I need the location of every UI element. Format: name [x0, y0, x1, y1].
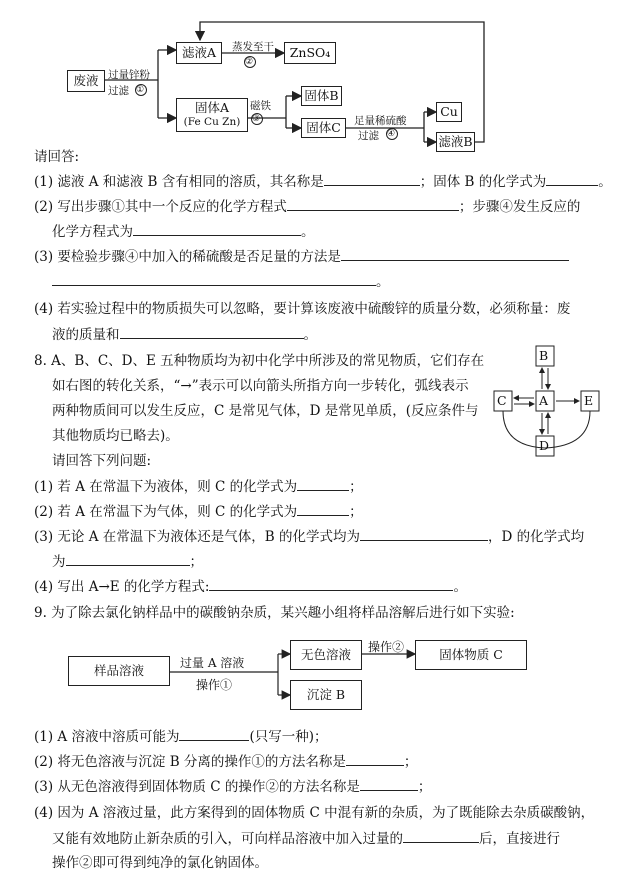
q9-part4: (4) 因为 A 溶液过量，此方案得到的固体物质 C 中混有新的杂质，为了既能除去杂质碳酸钠，	[34, 805, 595, 821]
q9-sample-solution-box	[68, 656, 170, 686]
q7-part2-text-b: ；步骤④发生反应的	[458, 199, 581, 215]
step3-operation-label: 磁铁	[250, 100, 271, 112]
filtrate-a-box	[176, 42, 222, 64]
q8-ask: 请回答下列问题:	[52, 453, 152, 469]
q7-part1-end: 。	[598, 174, 612, 190]
q8-answer-blank-1[interactable]	[297, 477, 349, 491]
q7-answer-blank-6[interactable]	[52, 272, 376, 286]
solid-c-label: 固体C	[306, 120, 341, 135]
q7-intro: 请回答:	[34, 149, 80, 165]
q8-part1-end: ；	[349, 479, 363, 495]
q7-part1-text-b: ；固体 B 的化学式为	[419, 174, 547, 190]
q8-part3-line2	[52, 552, 203, 571]
q8-part3-text-c: 为	[52, 554, 66, 570]
q8-answer-blank-5[interactable]	[209, 577, 453, 591]
q9-part4-text-b: 又能有效地防止新杂质的引入，可向样品溶液中加入过量的	[52, 831, 403, 847]
q8-node-b: B	[539, 348, 549, 363]
q8-node-e: E	[584, 393, 594, 408]
filtrate-b-label: 滤液B	[438, 134, 473, 149]
q9-part3	[34, 777, 431, 796]
q9-op1-label: 操作①	[196, 678, 233, 692]
q7-answer-blank-2[interactable]	[546, 172, 598, 186]
q9-sample-solution-label: 样品溶液	[93, 663, 144, 678]
q8-part3-text-b: ，D 的化学式均	[487, 529, 585, 545]
q7-part3-line2	[52, 272, 390, 291]
q7-answer-blank-7[interactable]	[120, 325, 304, 339]
q8-stem-line2: 如右图的转化关系，“→”表示可以向箭头所指方向一步转化，弧线表示	[52, 378, 469, 394]
q9-answer-blank-3[interactable]	[360, 777, 418, 791]
q7-part2-text-c: 化学方程式为	[52, 224, 133, 240]
q9-part1-end: (只写一种)；	[249, 729, 328, 745]
q9-part2	[34, 752, 417, 771]
q9-answer-blank-1[interactable]	[179, 727, 249, 741]
q9-answer-blank-2[interactable]	[346, 752, 404, 766]
q8-part3-end: ；	[189, 554, 203, 570]
step4-operation-label: 过滤	[358, 130, 379, 142]
step4-reagent-label: 足量稀硫酸	[354, 115, 407, 127]
q9-colorless-solution-box	[290, 640, 362, 670]
q7-answer-blank-1[interactable]	[324, 172, 420, 186]
step1-reagent-label: 过量锌粉	[108, 69, 150, 81]
znso4-label: ZnSO₄	[289, 45, 331, 60]
waste-liquid-box	[67, 70, 105, 92]
q9-part2-end: ；	[403, 754, 418, 770]
q9-part1-text: (1) A 溶液中溶质可能为	[34, 729, 180, 745]
q9-part4-line3: 操作②即可得到纯净的氯化钠固体。	[52, 855, 268, 871]
q7-part3-text: (3) 要检验步骤④中加入的稀硫酸是否足量的方法是	[34, 249, 341, 265]
q8-part1-text: (1) 若 A 在常温下为液体，则 C 的化学式为	[34, 479, 298, 495]
q9-colorless-solution-label: 无色溶液	[300, 647, 351, 662]
q7-answer-blank-3[interactable]	[287, 197, 459, 211]
q8-node-c: C	[497, 393, 507, 408]
q7-part3	[34, 247, 569, 266]
q9-part3-end: ；	[417, 779, 432, 795]
q8-part4-end: 。	[453, 579, 467, 595]
step4-circle-number: ④	[387, 129, 396, 139]
waste-label: 废液	[73, 73, 99, 88]
solid-a-box	[176, 98, 248, 132]
q8-node-d: D	[539, 438, 550, 453]
solid-c-box	[301, 118, 346, 138]
q9-precipitate-b-box	[290, 680, 362, 710]
q8-part3-text: (3) 无论 A 在常温下为液体还是气体，B 的化学式均为	[34, 529, 360, 545]
q7-part4-text-b: 液的质量和	[52, 327, 120, 343]
q9-stem: 9. 为了除去氯化钠样品中的碳酸钠杂质，某兴趣小组将样品溶解后进行如下实验:	[34, 605, 515, 621]
q9-part1	[34, 727, 328, 746]
q8-part4-text: (4) 写出 A→E 的化学方程式:	[34, 579, 210, 595]
q8-part2-end: ；	[349, 504, 363, 520]
q7-part1-text: (1) 滤液 A 和滤液 B 含有相同的溶质，其名称是	[34, 174, 324, 190]
q7-part1	[34, 172, 612, 191]
q8-stem-line3: 两种物质间可以发生反应，C 是常见气体，D 是常见单质，(反应条件与	[52, 403, 479, 419]
q9-solid-c-label: 固体物质 C	[439, 647, 503, 662]
step3-circle-number: ③	[252, 114, 261, 124]
q7-part4-line2	[52, 325, 317, 344]
q8-answer-blank-4[interactable]	[66, 552, 190, 566]
filtrate-a-label: 滤液A	[181, 45, 217, 60]
q7-part3-end: 。	[376, 274, 390, 290]
znso4-box	[284, 42, 336, 64]
q9-answer-blank-4[interactable]	[403, 829, 479, 843]
filtrate-b-box	[436, 132, 475, 152]
q7-part2-end: 。	[301, 224, 315, 240]
q8-node-a: A	[539, 393, 549, 408]
step1-operation-label: 过滤	[108, 85, 129, 97]
q8-stem-line1: 8. A、B、C、D、E 五种物质均为初中化学中所涉及的常见物质，它们存在	[34, 353, 485, 369]
cu-box	[436, 102, 462, 122]
q7-part2	[34, 197, 580, 216]
solid-b-box	[301, 86, 342, 106]
q8-part2-text: (2) 若 A 在常温下为气体，则 C 的化学式为	[34, 504, 298, 520]
q9-part3-text: (3) 从无色溶液得到固体物质 C 的操作②的方法名称是	[34, 779, 360, 795]
q7-part4-end: 。	[303, 327, 317, 343]
q8-part4	[34, 577, 467, 596]
q8-part3	[34, 527, 584, 546]
q9-precipitate-b-label: 沉淀 B	[306, 687, 346, 702]
q9-part2-text: (2) 将无色溶液与沉淀 B 分离的操作①的方法名称是	[34, 754, 346, 770]
q8-stem-line4: 其他物质均已略去)。	[52, 428, 179, 444]
step2-circle-number: ②	[245, 57, 254, 67]
q8-part2	[34, 502, 363, 521]
solid-a-composition: (Fe Cu Zn)	[183, 116, 241, 128]
q7-part2-text: (2) 写出步骤①其中一个反应的化学方程式	[34, 199, 287, 215]
q7-part2-line2	[52, 222, 315, 241]
q7-answer-blank-5[interactable]	[341, 247, 569, 261]
solid-b-label: 固体B	[304, 88, 339, 103]
q9-solid-c-box	[415, 640, 527, 670]
step1-circle-number: ①	[136, 85, 145, 95]
step2-operation-label: 蒸发至干	[232, 41, 274, 53]
q9-part4-line2	[52, 829, 560, 848]
solid-a-label: 固体A	[194, 100, 230, 115]
q9-add-a-label: 过量 A 溶液	[180, 656, 245, 670]
q9-part4-text-c: 后，直接进行	[479, 831, 560, 847]
q9-op2-label: 操作②	[368, 640, 405, 654]
q8-part1	[34, 477, 363, 496]
cu-label: Cu	[440, 104, 458, 119]
q7-answer-blank-4[interactable]	[133, 222, 301, 236]
q8-answer-blank-3[interactable]	[360, 527, 488, 541]
q8-answer-blank-2[interactable]	[297, 502, 349, 516]
q7-part4: (4) 若实验过程中的物质损失可以忽略，要计算该废液中硫酸锌的质量分数，必须称量：废	[34, 301, 571, 317]
